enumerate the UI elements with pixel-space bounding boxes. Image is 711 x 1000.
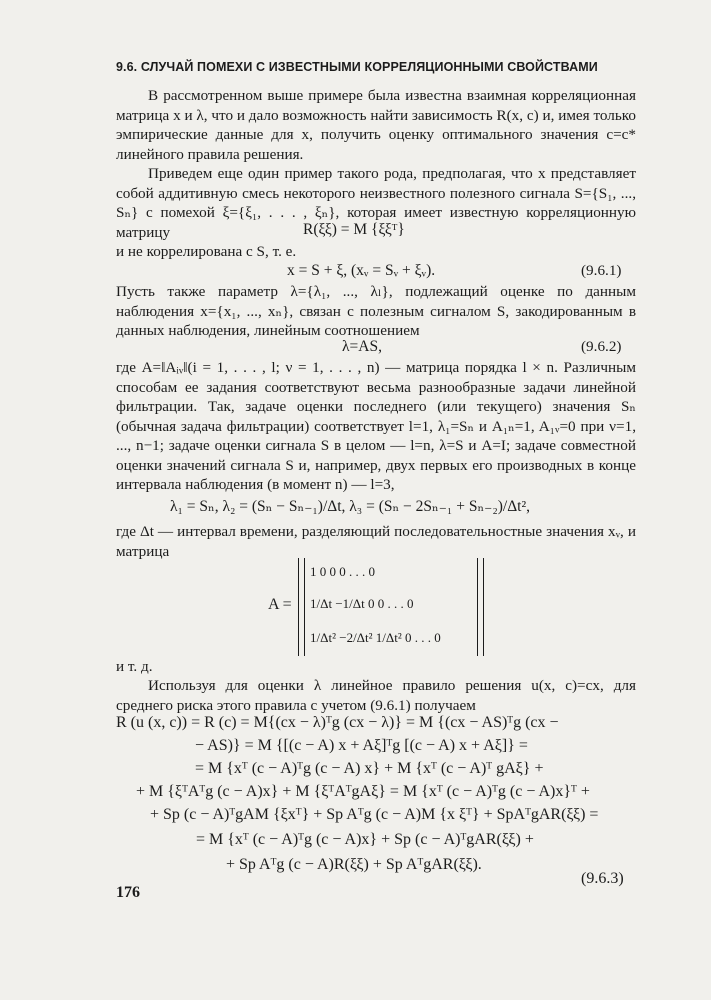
risk-line-3: = M {xᵀ (c − A)ᵀg (c − A) x} + M {xᵀ (c − A)ᵀ gAξ} +	[195, 760, 544, 777]
page-number: 176	[116, 884, 140, 901]
paragraph-1: В рассмотренном выше примере была известна взаимная корреляционная матрица x и λ, что и дало возможность найти зависимость R(x, c) и, имея только эмпирические данные для x, получить оценку оптимального значения c=c* линейного правила решения.	[116, 87, 636, 163]
paragraph-3: Пусть также параметр λ={λ₁, ..., λₗ}, подлежащий оценке по данным наблюдения x={x₁, ..., xₙ}, связан с полезным сигналом S, закодированным в данных наблюдения, линейным соотношением	[116, 283, 636, 339]
paragraph-2: Приведем еще один пример такого рода, предполагая, что x представляет собой аддитивную смесь некоторого неизвестного полезного сигнала S={S₁, ..., Sₙ} с помехой ξ={ξ₁, . . . , ξₙ}, которая имеет известную корреляционную матрицу	[116, 165, 636, 241]
risk-line-5: + Sp (c − A)ᵀgAM {ξxᵀ} + Sp Aᵀg (c − A)M {x ξᵀ} + SpAᵀgAR(ξξ) =	[150, 806, 599, 823]
equation-number-9-6-1: (9.6.1)	[581, 262, 622, 279]
equation-correlation-matrix: R(ξξ) = M {ξξᵀ}	[303, 221, 405, 238]
matrix-row-1: 1 0 0 0 . . . 0	[310, 564, 375, 579]
matrix-label: A =	[268, 596, 292, 613]
paragraph-5: где Δt — интервал времени, разделяющий последовательностные значения xᵥ, и матрица	[116, 523, 636, 560]
equation-9-6-2: λ=AS,	[342, 338, 382, 355]
matrix-right-bracket	[477, 558, 484, 656]
risk-line-6: = M {xᵀ (c − A)ᵀg (c − A)x} + Sp (c − A)ᵀgAR(ξξ) +	[196, 831, 534, 848]
matrix-A	[268, 558, 498, 658]
risk-line-1: R (u (x, c)) = R (c) = M{(cx − λ)ᵀg (cx − λ)} = M {(cx − AS)ᵀg (cx −	[116, 714, 559, 731]
equation-number-9-6-2: (9.6.2)	[581, 338, 622, 355]
risk-line-7: + Sp Aᵀg (c − A)R(ξξ) + Sp AᵀgAR(ξξ).	[226, 856, 482, 873]
risk-line-2: − AS)} = M {[(c − A) x + Aξ]ᵀg [(c − A) x + Aξ]} =	[195, 737, 528, 754]
line-not-correlated: и не коррелирована с S, т. е.	[116, 243, 297, 260]
equation-lambdas: λ₁ = Sₙ, λ₂ = (Sₙ − Sₙ₋₁)/Δt, λ₃ = (Sₙ − 2Sₙ₋₁ + Sₙ₋₂)/Δt²,	[170, 498, 530, 515]
paragraph-6: Используя для оценки λ линейное правило решения u(x, c)=cx, для среднего риска этого правила с учетом (9.6.1) получаем	[116, 677, 636, 714]
matrix-row-2: 1/Δt −1/Δt 0 0 . . . 0	[310, 596, 414, 611]
risk-line-4: + M {ξᵀAᵀg (c − A)x} + M {ξᵀAᵀgAξ} = M {xᵀ (c − A)ᵀg (c − A)x}ᵀ +	[136, 783, 590, 800]
paragraph-4: где A=‖Aᵢᵥ‖(i = 1, . . . , l; ν = 1, . . . , n) — матрица порядка l × n. Различным способам ее задания соответствуют весьма разнообразные задачи линейной фильтрации. Так, задаче оценки последнего (или текущего) значения Sₙ (обычная задача фильтрации) соответствует l=1, λ₁=Sₙ и A₁ₙ=1, A₁ᵥ=0 при ν=1, ..., n−1; задаче оценки сигнала S в целом — l=n, λ=S и A=I; задаче совместной оценки значений сигнала S и, например, двух первых его производных в конце интервала наблюдения (в момент n) — l=3,	[116, 359, 636, 493]
equation-9-6-1: x = S + ξ, (xᵥ = Sᵥ + ξᵥ).	[287, 262, 436, 279]
section-heading: 9.6. СЛУЧАЙ ПОМЕХИ С ИЗВЕСТНЫМИ КОРРЕЛЯЦИОННЫМИ СВОЙСТВАМИ	[116, 60, 598, 74]
equation-number-9-6-3: (9.6.3)	[581, 870, 624, 887]
matrix-left-bracket	[298, 558, 305, 656]
line-etc: и т. д.	[116, 658, 153, 675]
matrix-row-3: 1/Δt² −2/Δt² 1/Δt² 0 . . . 0	[310, 630, 441, 645]
